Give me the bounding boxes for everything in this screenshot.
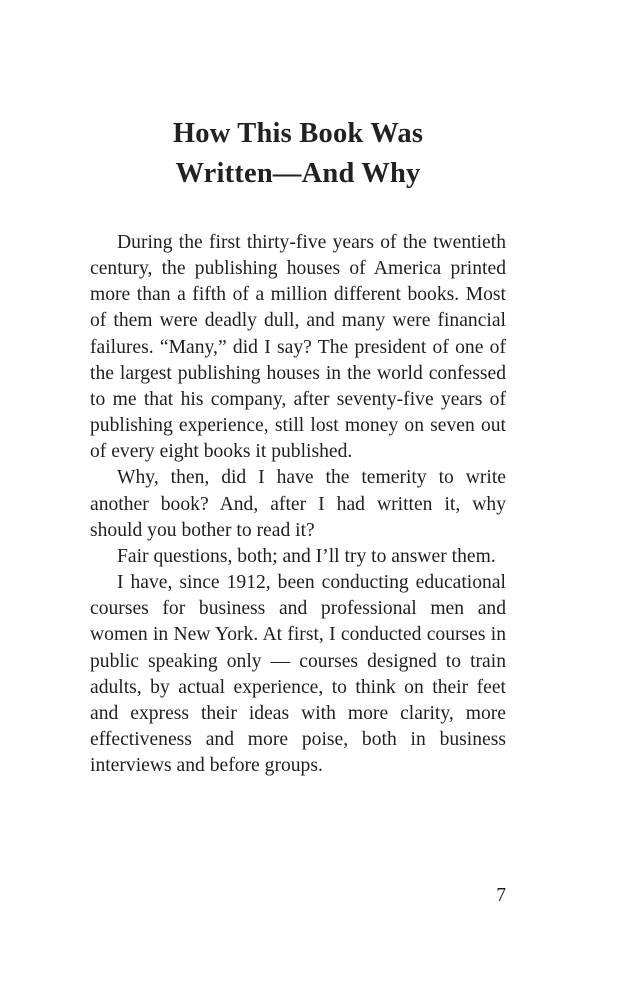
chapter-title-line-1: How This Book Was: [172, 118, 424, 149]
paragraph: I have, since 1912, been conducting educational courses for business and professional men and women in New York. At first, I conducted courses in public speaking only — courses designed to train adults, by actual experience, to think on their feet and express their ideas with more clarity, more effectiveness and more poise, both in business interviews and before groups.: [90, 572, 506, 777]
paragraph: During the first thirty-five years of the twentieth century, the publishing houses of America printed more than a fifth of a million different books. Most of them were deadly dull, and many were financial failures. “Many,” did I say? The president of one of the largest publishing houses in the world confessed to me that his company, after seventy-five years of publishing experience, still lost money on seven out of every eight books it published.: [90, 232, 506, 463]
paragraph: Fair questions, both; and I’ll try to answer them.: [117, 545, 496, 567]
chapter-title-line-2: Written—And Why: [175, 158, 421, 189]
chapter-title: [0, 114, 596, 194]
page-number: 7: [496, 885, 506, 906]
chapter-body: [90, 230, 506, 779]
paragraph: Why, then, did I have the temerity to write another book? And, after I had written it, why should you bother to read it?: [90, 467, 506, 541]
